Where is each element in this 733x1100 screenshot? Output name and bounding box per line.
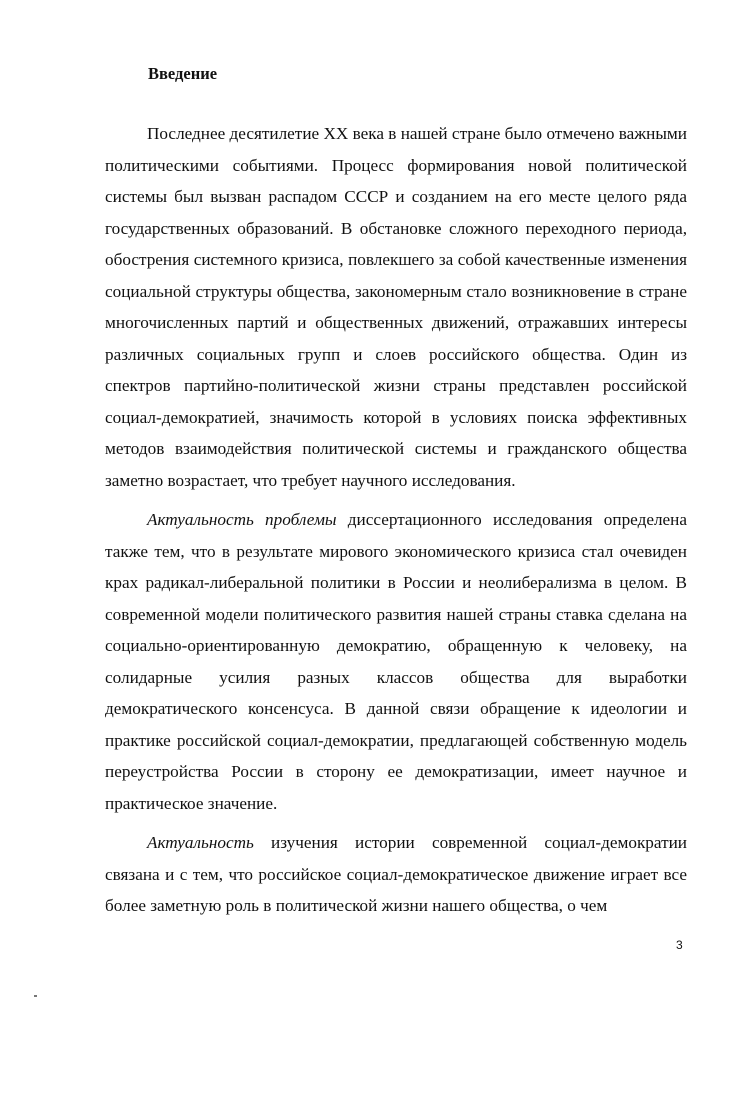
italic-lead: Актуальность [147,833,254,852]
page-number: 3 [676,938,683,952]
section-heading: Введение [148,64,218,83]
paragraph [105,118,687,496]
italic-lead: Актуальность проблемы [147,510,337,529]
paragraph-text: диссертационного исследования определена также тем, что в результате мирового экономического кризиса стал очевиден крах радикал-либеральной политики в России и неолиберализма в целом. В современной модели политического развития нашей страны ставка сделана на социально-ориентированную демократию, обращенную к человеку, на солидарные усилия разных классов общества для выработки демократического консенсуса. В данной связи обращение к идеологии и практике российской социал-демократии, предлагающей собственную модель переустройства России в сторону ее демократизации, имеет научное и практическое значение. [105,510,687,813]
body-text [105,118,687,930]
paragraph-text: Последнее десятилетие XX века в нашей стране было отмечено важными политическими событиями. Процесс формирования новой политической системы был вызван распадом СССР и созданием на его месте целого ряда государственных образований. В обстановке сложного переходного периода, обострения системного кризиса, повлекшего за собой качественные изменения социальной структуры общества, закономерным стало возникновение в стране многочисленных партий и общественных движений, отражавших интересы различных социальных групп и слоев российского общества. Один из спектров партийно-политической жизни страны представлен российской социал-демократией, значимость которой в условиях поиска эффективных методов взаимодействия политической системы и гражданского общества заметно возрастает, что требует научного исследования. [105,124,687,490]
paragraph [105,827,687,922]
scan-speck [34,995,37,997]
paragraph-text: изучения истории современной социал-демократии связана и с тем, что российское социал-демократическое движение играет все более заметную роль в политической жизни нашего общества, о чем [105,833,687,915]
paragraph [105,504,687,819]
